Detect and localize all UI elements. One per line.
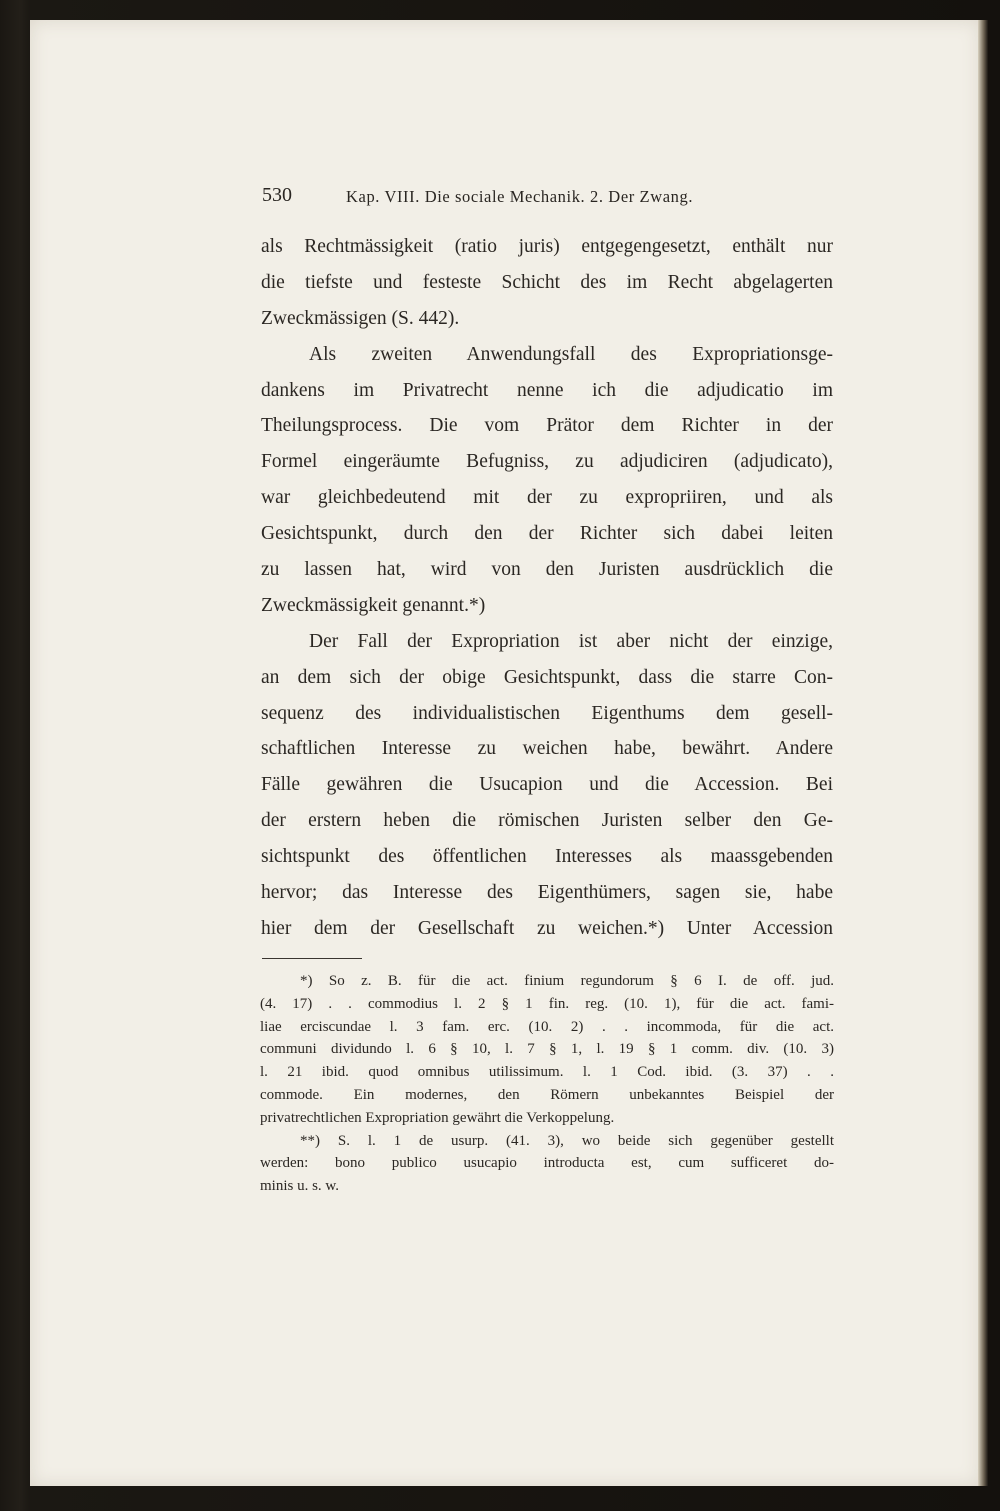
footnote-line: communi dividundo l. 6 § 10, l. 7 § 1, l. 19 § 1 comm. div. (10. 3) — [260, 1041, 834, 1058]
text-line: sequenz des individualistischen Eigenthums dem gesell- — [261, 702, 833, 724]
footnote-line: **) S. l. 1 de usurp. (41. 3), wo beide sich gegenüber gestellt — [300, 1132, 834, 1149]
chapter-title: Kap. VIII. Die sociale Mechanik. 2. Der Zwang. — [346, 187, 694, 206]
text-line: Der Fall der Expropriation ist aber nicht der einzige, — [309, 630, 833, 652]
footnote-rule — [262, 958, 362, 959]
page-number: 530 — [262, 184, 292, 206]
footnote-line: werden: bono publico usucapio introducta est, cum sufficeret do- — [260, 1155, 834, 1172]
footnote-line: liae erciscundae l. 3 fam. erc. (10. 2) . . incommoda, für die act. — [260, 1018, 834, 1035]
page-edge — [978, 20, 988, 1486]
footnote-line: commode. Ein modernes, den Römern unbekanntes Beispiel der — [260, 1086, 834, 1103]
text-line: Zweckmässigkeit genannt.*) — [261, 594, 486, 616]
text-line: an dem sich der obige Gesichtspunkt, dass die starre Con- — [261, 666, 833, 688]
text-line: Formel eingeräumte Befugniss, zu adjudiciren (adjudicato), — [261, 451, 833, 473]
footnote-line: *) So z. B. für die act. finium regundorum § 6 I. de off. jud. — [300, 973, 834, 989]
footnote-line: minis u. s. w. — [260, 1178, 340, 1195]
text-line: dankens im Privatrecht nenne ich die adjudicatio im — [261, 379, 833, 401]
text-line: Zweckmässigen (S. 442). — [261, 307, 460, 329]
footnote-line: privatrechtlichen Expropriation gewährt die Verkoppelung. — [260, 1109, 615, 1126]
footnotes — [260, 970, 834, 1198]
text-line: der erstern heben die römischen Juristen selber den Ge- — [261, 810, 833, 832]
text-line: sichtspunkt des öffentlichen Interesses als maassgebenden — [261, 846, 833, 868]
main-text — [261, 229, 833, 947]
text-line: Gesichtspunkt, durch den der Richter sich dabei leiten — [261, 523, 833, 545]
footnote-line: (4. 17) . . commodius l. 2 § 1 fin. reg. (10. 1), für die act. fami- — [260, 995, 834, 1012]
text-line: Fälle gewähren die Usucapion und die Accession. Bei — [261, 774, 833, 796]
text-line: die tiefste und festeste Schicht des im Recht abgelagerten — [261, 271, 833, 293]
footnote-line: l. 21 ibid. quod omnibus utilissimum. l. 1 Cod. ibid. (3. 37) . . — [260, 1064, 834, 1081]
text-line: hervor; das Interesse des Eigenthümers, sagen sie, habe — [261, 882, 833, 904]
text-line: zu lassen hat, wird von den Juristen ausdrücklich die — [261, 559, 833, 581]
running-head — [262, 184, 782, 212]
text-line: Als zweiten Anwendungsfall des Expropriationsge- — [309, 343, 833, 365]
text-line: Theilungsprocess. Die vom Prätor dem Richter in der — [261, 415, 833, 437]
text-line: hier dem der Gesellschaft zu weichen.*) Unter Accession — [261, 917, 833, 939]
text-line: als Rechtmässigkeit (ratio juris) entgegengesetzt, enthält nur — [261, 236, 833, 257]
text-line: schaftlichen Interesse zu weichen habe, bewährt. Andere — [261, 738, 833, 760]
text-line: war gleichbedeutend mit der zu expropriiren, und als — [261, 487, 833, 509]
